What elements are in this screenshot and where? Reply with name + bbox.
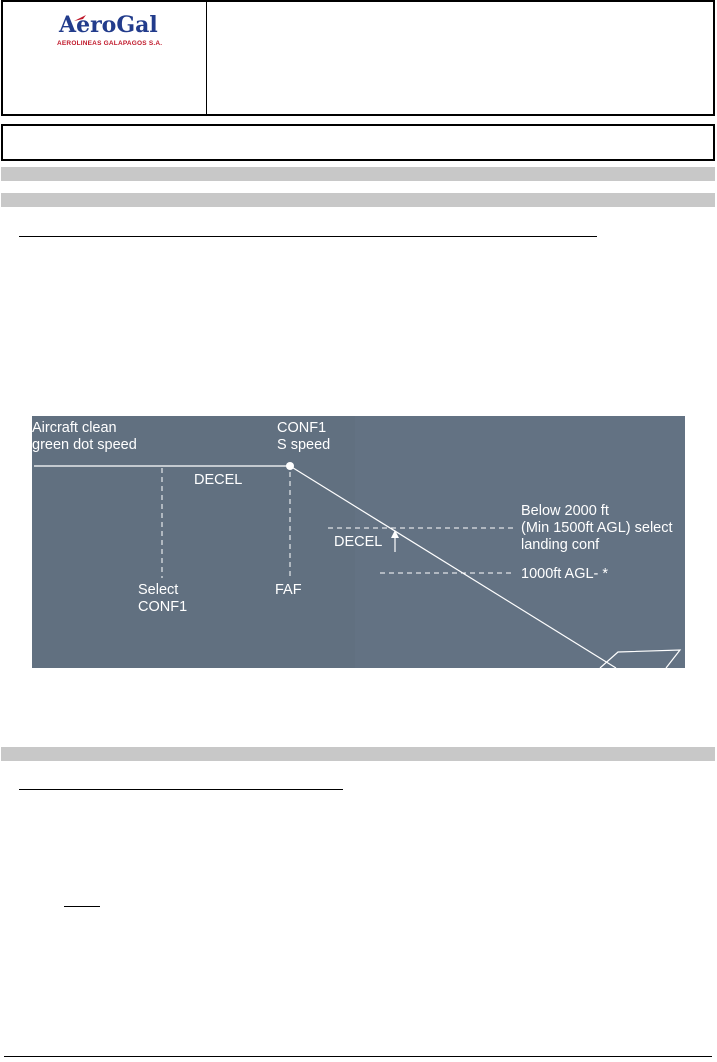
section-bar-2 xyxy=(1,193,715,207)
label-decel-descent: DECEL xyxy=(334,534,383,550)
label-faf: FAF xyxy=(275,582,302,598)
aerogal-logo xyxy=(57,12,173,52)
note-underline xyxy=(64,906,100,907)
logo-cell xyxy=(3,2,207,114)
label-below-2000ft: Below 2000 ft xyxy=(521,503,609,519)
label-select-conf1: CONF1 xyxy=(138,599,188,615)
label-select: Select xyxy=(138,582,179,598)
document-title-box xyxy=(1,124,715,161)
heading-underline-2 xyxy=(19,789,343,790)
logo-wordmark: AeroGal xyxy=(59,12,158,38)
label-min-1500ft: (Min 1500ft AGL) select xyxy=(521,520,673,536)
label-green-dot-speed: green dot speed xyxy=(32,437,137,453)
footer-rule xyxy=(4,1056,712,1057)
approach-profile-diagram xyxy=(32,416,685,668)
label-conf1: CONF1 xyxy=(277,420,327,436)
label-decel-level: DECEL xyxy=(194,472,243,488)
label-aircraft-clean: Aircraft clean xyxy=(32,420,117,436)
document-info-cell xyxy=(207,2,713,114)
section-bar-1 xyxy=(1,167,715,181)
section-bar-3 xyxy=(1,747,715,761)
logo-tagline: AEROLINEAS GALAPAGOS S.A. xyxy=(57,40,163,47)
diagram-shade xyxy=(355,416,685,668)
label-1000ft-agl: 1000ft AGL- * xyxy=(521,566,609,582)
header-table xyxy=(1,0,715,116)
label-landing-conf: landing conf xyxy=(521,537,600,553)
heading-underline-1 xyxy=(19,236,597,237)
faf-point xyxy=(286,462,294,470)
label-s-speed: S speed xyxy=(277,437,331,453)
